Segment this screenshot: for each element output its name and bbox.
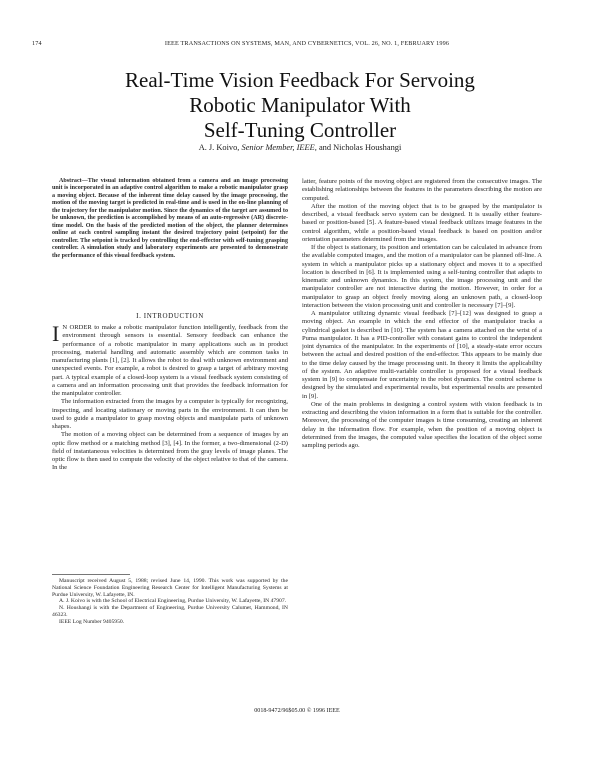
right-paragraph-5: One of the main problems in designing a control system with vision feedback is in extracting and describing the vision information in a form that is suitable for the controller. Moreover, the processing of the computer images is time consuming, creating an inherent delay in the information flow. For example, when the position of a moving object is determined from the images, the computed value specifies the location of the object some sampling periods ago. [302,400,542,449]
intro-paragraph-3: The motion of a moving object can be determined from a sequence of images by an optic flow method or a matching method [3], [4]. In the former, a two-dimensional (2-D) field of instantaneous velocities is determined from the gray levels of image planes. The optic flow is then used to compute the velocity of the object relative to that of the camera. In the [52,431,288,472]
title-line-1: Real-Time Vision Feedback For Servoing [125,68,475,92]
drop-cap: I [52,324,60,346]
right-paragraph-1: latter, feature points of the moving object are registered from the consecutive images. The establishing relationships between the features in the parameters describing the motion are computed. [302,178,542,202]
right-paragraph-4: A manipulator utilizing dynamic visual feedback [7]–[12] was designed to grasp a moving object. An example in which the end effector of the manipulator tracks a cylindrical gasket is described in [10]. The system has a camera attached on the wrist of a Puma manipulator. It has a PID-controller with constant gains to control the independent joint dynamics of the manipulator. In the experiments of [10], a steady-state error occurs between the actual and desired position of the end-effector. This appears to be mainly due to the time delay caused by the image processing unit. In theory it limits the applicability of the system. An adaptive multi-variable controller is proposed for a visual feedback system in [9] to compensate for uncertainty in the robot dynamics. The control scheme is designed by the simulated and experimental results, but experimental results are presented in [9]. [302,310,542,400]
abstract [52,178,288,298]
page-number: 174 [32,40,42,47]
title-line-3: Self-Tuning Controller [203,118,397,142]
journal-header: IEEE TRANSACTIONS ON SYSTEMS, MAN, AND CYBERNETICS, VOL. 26, NO. 1, FEBRUARY 1996 [164,40,450,47]
footnote-houshangi: N. Houshangi is with the Department of Engineering, Purdue University Calumet, Hammond, IN 46323. [52,605,288,618]
introduction-body [52,324,288,564]
abstract-text: Abstract—The visual information obtained from a camera and an image processing unit is incorporated in an adaptive control algorithm to make a robotic manipulator grasp a moving object. Because of the inherent time delay caused by the image processing, the motion of the moving target is predicted in real-time and is used in the on-line planning of the trajectory for the manipulator motion. Since the dynamics of the target are assumed to be unknown, the prediction is accomplished by means of an auto-regressive (AR) discrete-time model. On the basis of the predicted motion of the object, the planner determines online at each control sampling instant the desired trajectory point (setpoint) for the controller. The setpoint is tracked by controlling the end-effector with self-tuning grasping controller. A simulation study and laboratory experiments are presented to demonstrate the performance of this visual feedback system. [52,178,288,259]
footnotes [52,578,288,754]
right-paragraph-3: If the object is stationary, its position and orientation can be calculated in advance from the available computed images, and the motion of a manipulator can be planned off-line. A system in which a manipulator picks up a stationary object and moves it to a specified location is described in [6]. It is implemented using a self-tuning controller that adapts to kinematic and unknown dynamics. In this system, the image processing unit and the manipulator controller are not interactive during the motion. However, in order for a manipulator to grasp an object freely moving along an unknown path, a closed-loop interaction between the vision processing unit and controller is necessary [7]–[9]. [302,244,542,309]
coauthor-name: and Nicholas Houshangi [318,143,402,152]
copyright-line: 0018-9472/96$05.00 © 1996 IEEE [254,708,340,714]
author-line [60,143,540,152]
footnote-divider [52,574,130,575]
paper-title [60,68,540,143]
footnote-log-number: IEEE Log Number 9405950. [59,618,125,625]
author-names: A. J. Koivo, [198,143,240,152]
right-paragraph-2: After the motion of the moving object that is to be grasped by the manipulator is described, a visual feedback servo system can be designed. It is usually either feature-based or position-based [5]. A feature-based visual feedback utilizes image features in the control algorithm, while a position-based visual feedback is based on position and/or orientation parameters determined from the images. [302,202,542,243]
right-column-body [302,178,542,574]
footnote-manuscript: Manuscript received August 5, 1988; revised June 14, 1990. This work was supported by the National Science Foundation Engineering Research Center for Intelligent Manufacturing Systems at Purdue University, W. Lafayette, IN. [52,578,288,598]
intro-paragraph-1 [52,324,288,398]
intro-paragraph-1-text: N ORDER to make a robotic manipulator function intelligently, feedback from the environment through sensors is essential. Sensory feedback can enhance the performance of a robotic manipulator in many applications such as in product processing, material handling and automatic assembly which are common tasks in manufacturing plants [1], [2]. It allows the robot to deal with unknown environment and unexpected events. For example, a robot is desired to grasp a target of arbitrary moving part. A typical example of a closed-loop system is a visual feedback system consisting of a camera and an information processing unit that provides the feedback information for the manipulator controller. [52,324,288,397]
section-heading-introduction: I. INTRODUCTION [136,312,204,320]
footnote-koivo: A. J. Koivo is with the School of Electrical Engineering, Purdue University, W. Lafayette, IN 47907. [59,598,287,605]
title-line-2: Robotic Manipulator With [189,93,411,117]
running-header [32,40,552,50]
intro-paragraph-2: The information extracted from the images by a computer is typically for recognizing, inspecting, and locating stationary or moving parts in the environment. It can then be used to guide a manipulator to grasp moving objects and manipulate parts of unknown shapes. [52,398,288,430]
author-membership: Senior Member, IEEE, [241,143,317,152]
